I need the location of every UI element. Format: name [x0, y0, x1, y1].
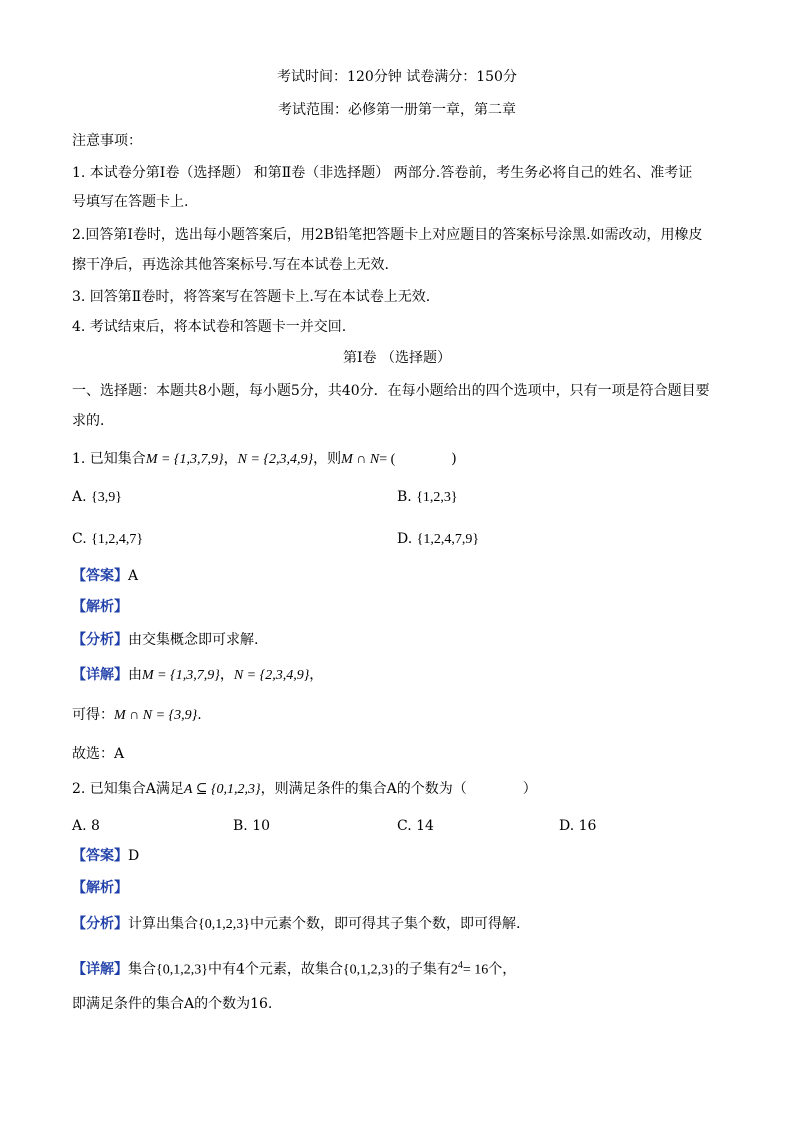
q2-analysis-label: 【解析】 [72, 880, 128, 896]
q1-analysis-label: 【解析】 [72, 599, 128, 615]
q2-answer-value: D [128, 848, 140, 864]
q1-fenxi-text: 由交集概念即可求解. [128, 632, 259, 648]
q1-option-a [72, 487, 122, 508]
q1-detail-tag: 【详解】 [72, 667, 128, 683]
q1-detail-m: M = {1,3,7,9} [142, 668, 220, 683]
q2-detail-mid-2: 的子集有 [394, 961, 451, 978]
notice-item-2-line-1: 2.回答第Ⅰ卷时，选出每小题答案后，用2B铅笔把答题卡上对应题目的答案标号涂黑.如需改动，用橡皮 [72, 227, 703, 243]
q1-analysis-tag [72, 597, 128, 617]
q2-analysis-tag [72, 878, 128, 898]
q1-set-n: N = {2,3,4,9} [237, 452, 314, 467]
section-title: 第Ⅰ卷 （选择题） [343, 350, 451, 366]
q1-result-pre: 可得： [72, 707, 114, 723]
q1-detail-end: ， [309, 667, 324, 683]
q1-option-c [72, 529, 143, 550]
q2-close: ） [522, 781, 537, 797]
q1-option-a-label: A. [72, 489, 87, 505]
q1-option-b-label: B. [397, 489, 412, 505]
q2-option-b-value: 10 [252, 818, 271, 834]
notice-item-1-line-1: 1. 本试卷分第Ⅰ卷（选择题） 和第Ⅱ卷（非选择题） 两部分.答卷前，考生务必将自己的姓名、准考证 [72, 165, 693, 181]
q1-option-b [397, 487, 458, 508]
q1-set-m: M = {1,3,7,9} [145, 452, 224, 467]
question-1-stem [72, 449, 457, 470]
q2-option-a-value: 8 [91, 818, 100, 834]
exam-scope: 考试范围：必修第一册第一章，第二章 [278, 102, 516, 118]
notice-item-4: 4. 考试结束后，将本试卷和答题卡一并交回. [72, 319, 347, 335]
q1-result-expr: M ∩ N = {3,9} [114, 708, 198, 723]
q1-option-b-value: {1,2,3} [416, 490, 458, 505]
q1-prefix: 1. 已知集合 [72, 451, 146, 467]
q2-answer [72, 846, 139, 866]
q2-prefix: 2. 已知集合A满足 [72, 781, 184, 797]
notice-title: 注意事项： [72, 133, 142, 149]
question-2-stem [72, 779, 537, 800]
q1-tail: = ( [379, 452, 396, 467]
q1-result [72, 705, 202, 726]
q1-detail [72, 665, 323, 686]
q1-result-end: . [197, 707, 202, 723]
q1-option-d-label: D. [397, 531, 413, 547]
q2-option-b-label: B. [233, 818, 248, 834]
q2-conclusion: 即满足条件的集合A的个数为16. [72, 996, 273, 1012]
q2-detail-tag: 【详解】 [72, 961, 128, 978]
q1-option-c-label: C. [72, 531, 87, 547]
q2-detail-pre: 集合 [128, 961, 156, 978]
q1-detail-n: N = {2,3,4,9} [233, 668, 310, 683]
q2-option-d [559, 816, 596, 836]
q2-fenxi-pre: 计算出集合 [128, 916, 198, 932]
q2-fenxi-post: 中元素个数，即可得其子集个数，即可得解. [249, 916, 521, 932]
q2-detail-mid: 中有4个元素，故集合 [207, 961, 343, 978]
q2-detail-exponent: 4 [457, 960, 463, 971]
q2-detail [72, 956, 516, 981]
q2-detail-end: 个， [488, 961, 517, 978]
q1-close: ) [451, 451, 457, 467]
q1-answer-tag: 【答案】 [72, 568, 128, 584]
q2-detail-set: {0,1,2,3} [156, 962, 208, 978]
q2-detail-set-2: {0,1,2,3} [342, 962, 395, 978]
q1-option-d [397, 529, 479, 550]
q2-answer-tag: 【答案】 [72, 848, 128, 864]
q2-tail: ，则满足条件的集合A的个数为（ [260, 781, 467, 797]
q1-option-c-value: {1,2,4,7} [91, 532, 144, 547]
section-instructions-line-1: 一、选择题：本题共8小题，每小题5分，共40分．在每小题给出的四个选项中，只有一项是符合题目要 [72, 383, 710, 399]
q1-sep: ， [223, 451, 238, 467]
q2-option-b [233, 816, 270, 836]
q2-fenxi-set: {0,1,2,3} [198, 917, 250, 932]
q1-answer [72, 566, 138, 586]
q1-choose: 故选：A [72, 746, 125, 762]
notice-item-2-line-2: 擦干净后，再选涂其他答案标号.写在本试卷上无效. [72, 257, 389, 273]
q1-expr: M ∩ N [341, 452, 380, 467]
q1-answer-value: A [128, 568, 139, 584]
q1-fenxi [72, 630, 258, 650]
q2-option-a [72, 816, 100, 836]
q2-option-a-label: A. [72, 818, 87, 834]
q2-option-d-value: 16 [578, 818, 597, 834]
q1-fenxi-tag: 【分析】 [72, 632, 128, 648]
q2-option-c-label: C. [397, 818, 412, 834]
q2-detail-base: 2 [450, 962, 458, 978]
notice-item-3: 3. 回答第Ⅱ卷时，将答案写在答题卡上.写在本试卷上无效. [72, 289, 431, 305]
q1-detail-pre: 由 [128, 667, 142, 683]
q1-option-d-value: {1,2,4,7,9} [416, 532, 480, 547]
q1-detail-sep: ， [219, 667, 234, 683]
q2-condition: A ⊆ {0,1,2,3} [183, 782, 261, 797]
section-instructions-line-2: 求的． [72, 413, 114, 429]
q2-fenxi [72, 914, 520, 935]
q2-option-c [397, 816, 434, 836]
exam-info: 考试时间：120分钟 试卷满分：150分 [277, 69, 517, 85]
q2-option-c-value: 14 [416, 818, 434, 834]
q2-detail-eq: = 16 [462, 962, 489, 978]
notice-item-1-line-2: 号填写在答题卡上. [72, 194, 189, 210]
q1-ask: ，则 [313, 451, 342, 467]
q1-option-a-value: {3,9} [91, 490, 122, 505]
q2-option-d-label: D. [559, 818, 575, 834]
q2-fenxi-tag: 【分析】 [72, 916, 128, 932]
